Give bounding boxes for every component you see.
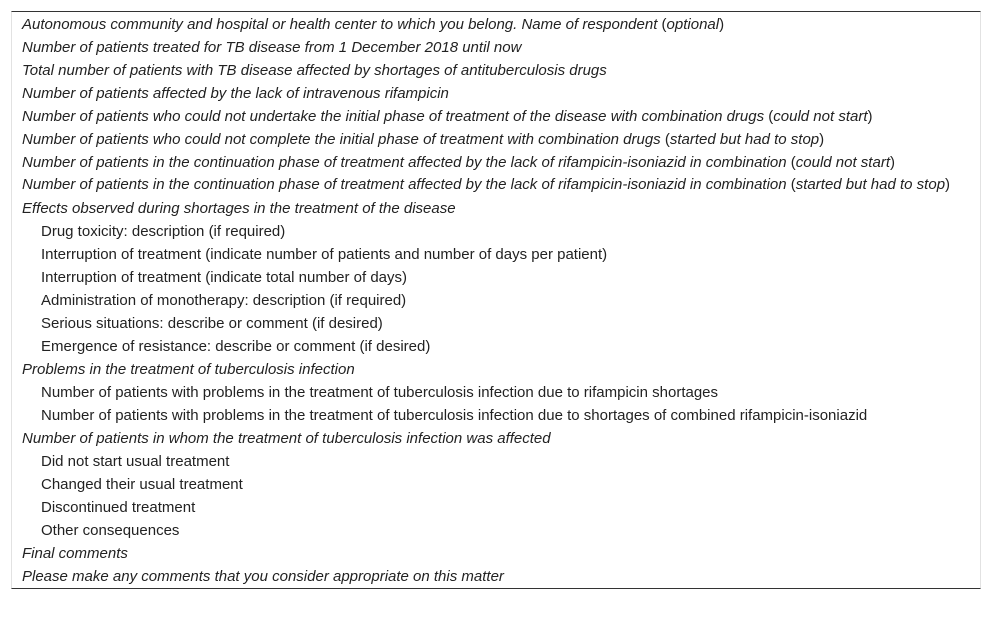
table-row (12, 36, 980, 59)
row-text: ( (768, 108, 774, 125)
row-text: ( (664, 131, 670, 148)
table-subrow (12, 289, 980, 312)
row-text: Number of patients in the continuation phase of treatment affected by the lack of rifampicin-isoniazid in combination (22, 176, 791, 193)
row-text: Changed their usual treatment (41, 476, 243, 493)
row-text: Serious situations: describe or comment (if desired) (41, 315, 383, 332)
row-text: could not start (795, 154, 890, 171)
row-text: Final comments (22, 545, 128, 562)
row-text: Number of patients in whom the treatment of tuberculosis infection was affected (22, 430, 551, 447)
table-row (12, 151, 980, 174)
row-text: Autonomous community and hospital or health center to which you belong. Name of respondent (22, 16, 662, 33)
table-subrow (12, 450, 980, 473)
row-text: ( (661, 16, 667, 33)
table-row (12, 13, 980, 36)
table-subrow (12, 220, 980, 243)
row-text: ) (867, 108, 873, 125)
row-text: ) (945, 176, 951, 193)
table-row (12, 358, 980, 381)
table-subrow (12, 519, 980, 542)
row-text: could not start (773, 108, 868, 125)
row-text: Number of patients with problems in the treatment of tuberculosis infection due to rifampicin shortages (41, 384, 719, 401)
row-text: Number of patients who could not complete the initial phase of treatment with combination drugs (22, 131, 665, 148)
table-row (12, 82, 980, 105)
table-subrow (12, 404, 980, 427)
row-text: Other consequences (41, 522, 180, 539)
row-text: ( (790, 176, 796, 193)
table-row (12, 128, 980, 151)
row-text: Did not start usual treatment (41, 453, 230, 470)
row-text: ) (889, 154, 895, 171)
row-text: Total number of patients with TB disease affected by shortages of antituberculosis drugs (22, 62, 607, 79)
row-text: Emergence of resistance: describe or comment (if desired) (41, 338, 431, 355)
row-text: Number of patients with problems in the treatment of tuberculosis infection due to shortages of combined rifampicin-isoniazid (41, 407, 868, 424)
row-text: started but had to stop (795, 176, 946, 193)
row-text: Number of patients affected by the lack of intravenous rifampicin (22, 85, 449, 102)
survey-questions-table (11, 11, 981, 589)
table-row (12, 105, 980, 128)
row-text: Number of patients who could not undertake the initial phase of treatment of the disease with combination drugs (22, 108, 769, 125)
table-row (12, 427, 980, 450)
table-subrow (12, 335, 980, 358)
table-subrow (12, 266, 980, 289)
row-text: Interruption of treatment (indicate number of patients and number of days per patient) (41, 246, 608, 263)
row-text: Interruption of treatment (indicate total number of days) (41, 269, 408, 286)
row-text: Number of patients in the continuation phase of treatment affected by the lack of rifampicin-isoniazid in combination (22, 154, 791, 171)
row-text: ) (819, 131, 825, 148)
row-text: Number of patients treated for TB disease from 1 December 2018 until now (22, 39, 522, 56)
table-subrow (12, 243, 980, 266)
row-text: Effects observed during shortages in the treatment of the disease (22, 200, 456, 217)
row-text: started but had to stop (669, 131, 820, 148)
table-subrow (12, 312, 980, 335)
row-text: Administration of monotherapy: description (if required) (41, 292, 407, 309)
row-text: optional (666, 16, 720, 33)
row-text: Problems in the treatment of tuberculosis infection (22, 361, 355, 378)
row-text: ) (719, 16, 725, 33)
table-subrow (12, 473, 980, 496)
row-text: Please make any comments that you consider appropriate on this matter (22, 568, 504, 585)
row-text: ( (790, 154, 796, 171)
table-row (12, 59, 980, 82)
table-subrow (12, 496, 980, 519)
table-row (12, 174, 980, 197)
row-text: Drug toxicity: description (if required) (41, 223, 286, 240)
table-row (12, 565, 980, 588)
table-row (12, 197, 980, 220)
row-text: Discontinued treatment (41, 499, 196, 516)
table-row (12, 542, 980, 565)
table-subrow (12, 381, 980, 404)
